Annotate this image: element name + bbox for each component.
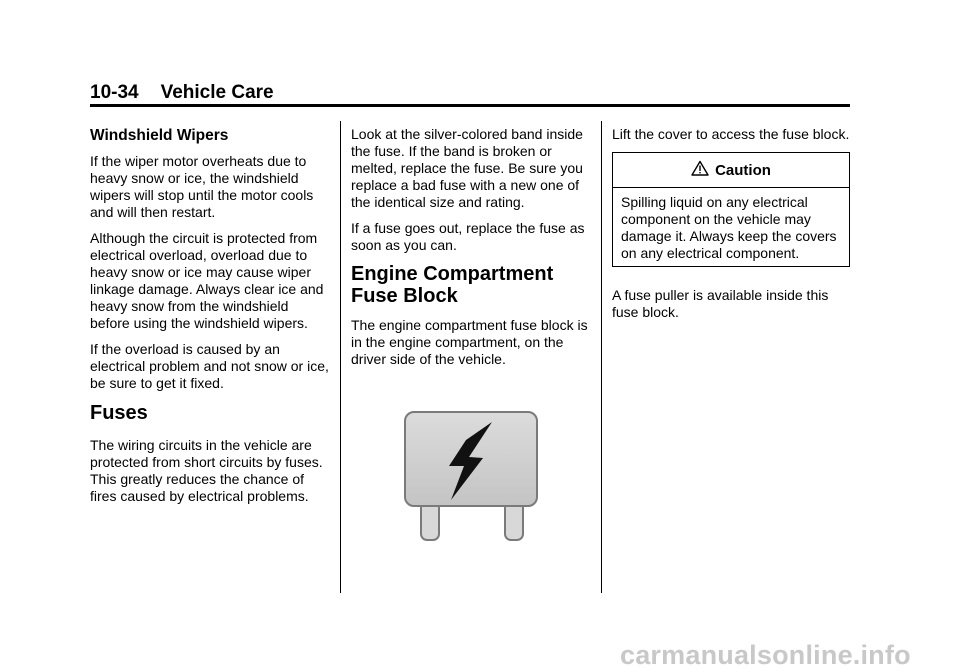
page-number: 10-34: [90, 82, 139, 103]
heading-fuses: Fuses: [90, 402, 148, 424]
warning-triangle-icon: [691, 160, 715, 180]
column-right: [612, 126, 852, 330]
caution-text: Spilling liquid on any electrical component on the vehicle may damage it. Always keep the covers on any electrical component.: [621, 194, 837, 261]
paragraph: A fuse puller is available inside this fuse block.: [612, 287, 829, 320]
paragraph: Although the circuit is protected from electrical overload, overload due to heavy snow or ice may cause wiper linkage damage. Always clear ice and heavy snow from the windshield before using the windshield wipers.: [90, 230, 324, 331]
paragraph: If a fuse goes out, replace the fuse as soon as you can.: [351, 220, 585, 253]
column-left: [90, 126, 332, 514]
paragraph: The engine compartment fuse block is in the engine compartment, on the driver side of the vehicle.: [351, 317, 588, 367]
paragraph: Lift the cover to access the fuse block.: [612, 126, 850, 142]
caution-header: [613, 153, 849, 188]
header-rule: [90, 104, 850, 107]
section-title: Vehicle Care: [160, 82, 274, 103]
paragraph: Look at the silver-colored band inside the fuse. If the band is broken or melted, replace the fuse. Be sure you replace a bad fuse with a new one of the identical size and rating.: [351, 126, 583, 210]
column-middle: [351, 126, 591, 377]
heading-windshield-wipers: Windshield Wipers: [90, 127, 229, 144]
paragraph: If the wiper motor overheats due to heavy snow or ice, the windshield wipers will stop until the motor cools and will then restart.: [90, 153, 314, 220]
caution-body: [613, 188, 849, 266]
column-divider: [601, 121, 602, 593]
heading-engine-compartment-fuse-block: Engine Compartment Fuse Block: [351, 263, 554, 307]
page-header: [90, 82, 274, 104]
paragraph: If the overload is caused by an electrical problem and not snow or ice, be sure to get it fixed.: [90, 341, 329, 391]
caution-title: Caution: [715, 161, 771, 179]
fuse-lightning-icon: [403, 410, 539, 549]
paragraph: The wiring circuits in the vehicle are protected from short circuits by fuses. This greatly reduces the chance of fires caused by electrical problems.: [90, 437, 323, 504]
watermark: carmanualsonline.info: [620, 640, 911, 670]
caution-box: [612, 152, 850, 267]
column-divider: [340, 121, 341, 593]
